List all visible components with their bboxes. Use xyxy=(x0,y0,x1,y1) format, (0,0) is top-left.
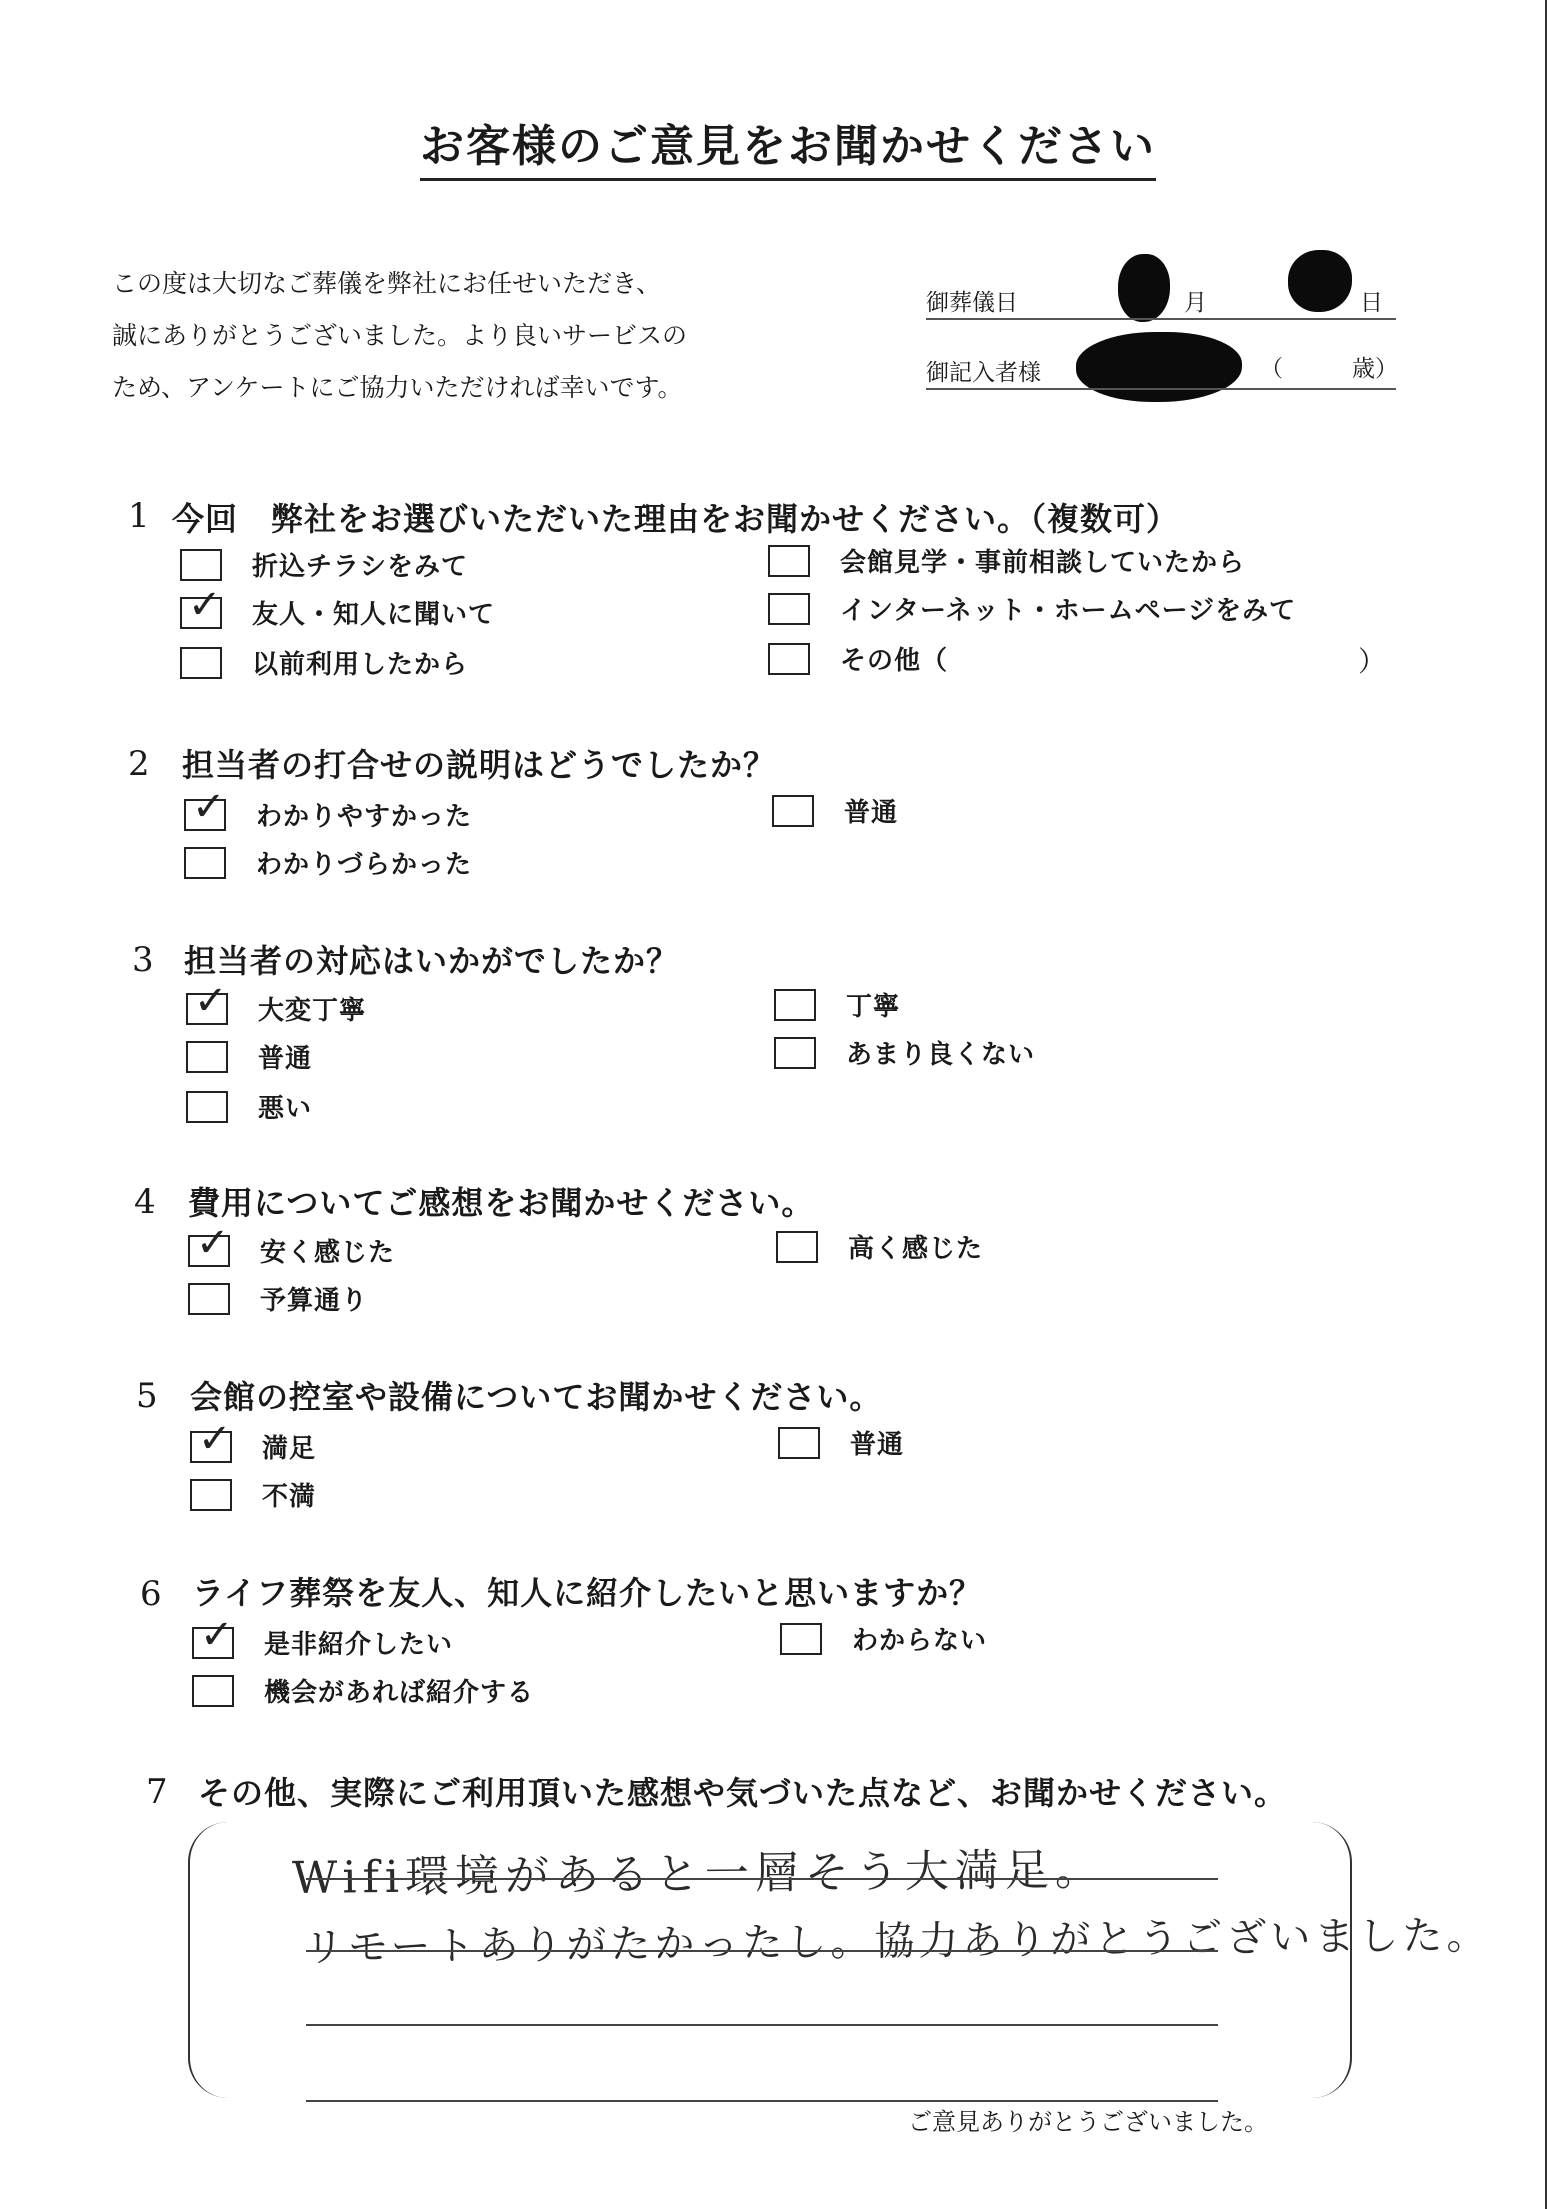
option[interactable] xyxy=(780,1620,987,1657)
option-label: 是非紹介したい xyxy=(264,1630,454,1660)
checkbox[interactable] xyxy=(186,1091,228,1123)
question-number: 2 xyxy=(128,744,150,784)
intro-line: 誠にありがとうございました。より良いサービスの xyxy=(112,321,688,350)
option-label: 以前利用したから xyxy=(252,650,469,680)
check-mark-icon: ✓ xyxy=(192,783,226,830)
checkbox[interactable] xyxy=(192,1675,234,1707)
redacted-writer-name xyxy=(1076,332,1242,402)
handwritten-comment: リモートありがたかったし。協力ありがとうございました。 xyxy=(303,1912,1491,1971)
option[interactable] xyxy=(190,1476,316,1513)
option[interactable] xyxy=(186,1088,312,1125)
question-text: 費用についてご感想をお聞かせください。 xyxy=(188,1184,815,1222)
option[interactable] xyxy=(768,590,1296,627)
option-label: 丁寧 xyxy=(846,992,901,1022)
closing-thanks: ご意見ありがとうございました。 xyxy=(908,2108,1268,2136)
checkbox[interactable] xyxy=(184,783,226,831)
age-label: 歳） xyxy=(1352,356,1398,382)
writer-label: 御記入者様 xyxy=(926,360,1041,386)
day-label: 日 xyxy=(1360,290,1383,316)
option[interactable] xyxy=(774,986,900,1023)
age-open-paren: （ xyxy=(1260,356,1283,382)
option-label: わからない xyxy=(852,1626,988,1656)
option[interactable] xyxy=(184,844,472,881)
checkbox[interactable] xyxy=(188,1283,230,1315)
option-label: わかりやすかった xyxy=(256,802,473,832)
option-label: 不満 xyxy=(262,1482,317,1512)
question-number: 7 xyxy=(146,1772,168,1812)
checkbox[interactable] xyxy=(768,643,810,675)
option-label: わかりづらかった xyxy=(256,850,473,880)
option[interactable] xyxy=(768,542,1245,579)
option-label: 機会があれば紹介する xyxy=(264,1678,535,1708)
option[interactable] xyxy=(186,977,367,1027)
check-mark-icon: ✓ xyxy=(194,977,228,1024)
writer-line xyxy=(926,388,1396,390)
page-edge xyxy=(1545,0,1547,2209)
checkbox[interactable] xyxy=(768,545,810,577)
option[interactable] xyxy=(184,783,473,833)
intro-text xyxy=(112,258,687,414)
checkbox[interactable] xyxy=(186,977,228,1025)
option[interactable] xyxy=(772,792,898,829)
comment-rule xyxy=(306,1950,1218,1952)
question-text: 今回 弊社をお選びいただいた理由をお聞かせください。（複数可） xyxy=(172,500,1180,538)
option-label: あまり良くない xyxy=(846,1040,1036,1070)
question-number: 4 xyxy=(134,1182,156,1222)
option-label: 満足 xyxy=(262,1434,317,1464)
option-label: 大変丁寧 xyxy=(258,996,367,1026)
month-label: 月 xyxy=(1184,290,1207,316)
question-number: 1 xyxy=(128,496,150,536)
intro-line: ため、アンケートにご協力いただければ幸いです。 xyxy=(112,373,683,402)
option-label: 折込チラシをみて xyxy=(252,552,469,582)
question-number: 6 xyxy=(140,1574,162,1614)
option[interactable] xyxy=(774,1034,1035,1071)
checkbox[interactable] xyxy=(184,847,226,879)
question-number: 5 xyxy=(136,1376,158,1416)
redacted-day xyxy=(1288,250,1352,312)
comment-rule xyxy=(306,2024,1218,2026)
option[interactable] xyxy=(180,546,468,583)
question-text: 担当者の対応はいかがでしたか？ xyxy=(184,942,680,980)
checkbox[interactable] xyxy=(180,647,222,679)
question-number: 3 xyxy=(132,940,154,980)
checkbox[interactable] xyxy=(190,1479,232,1511)
option[interactable] xyxy=(180,644,468,681)
page-title: お客様のご意見をお聞かせください xyxy=(420,110,1156,181)
option[interactable] xyxy=(180,581,496,631)
check-mark-icon: ✓ xyxy=(196,1219,230,1266)
option[interactable] xyxy=(188,1219,396,1269)
option[interactable] xyxy=(192,1611,454,1661)
option-label: 友人・知人に聞いて xyxy=(252,600,496,630)
option[interactable] xyxy=(192,1672,534,1709)
checkbox[interactable] xyxy=(772,795,814,827)
option[interactable] xyxy=(190,1415,317,1465)
redacted-month xyxy=(1118,254,1170,322)
check-mark-icon: ✓ xyxy=(188,581,222,628)
checkbox[interactable] xyxy=(776,1231,818,1263)
option[interactable] xyxy=(778,1424,904,1461)
question-text: 会館の控室や設備についてお聞かせください。 xyxy=(190,1378,883,1416)
option-label: その他（ xyxy=(840,646,949,676)
checkbox[interactable] xyxy=(192,1611,234,1659)
option[interactable] xyxy=(188,1280,368,1317)
checkbox[interactable] xyxy=(190,1415,232,1463)
checkbox[interactable] xyxy=(768,593,810,625)
option-label: 普通 xyxy=(844,798,899,828)
check-mark-icon: ✓ xyxy=(200,1611,234,1658)
option-label: 安く感じた xyxy=(260,1238,396,1268)
checkbox[interactable] xyxy=(778,1427,820,1459)
check-mark-icon: ✓ xyxy=(198,1415,232,1462)
option-label: 会館見学・事前相談していたから xyxy=(840,548,1246,578)
checkbox[interactable] xyxy=(188,1219,230,1267)
funeral-date-line xyxy=(926,318,1396,320)
checkbox[interactable] xyxy=(180,549,222,581)
comment-rule xyxy=(306,1878,1218,1880)
intro-line: この度は大切なご葬儀を弊社にお任せいただき、 xyxy=(112,269,662,298)
option-label: 高く感じた xyxy=(848,1234,984,1264)
option[interactable] xyxy=(186,1038,312,1075)
checkbox[interactable] xyxy=(774,989,816,1021)
other-close-paren: ） xyxy=(1358,645,1387,678)
option-label: 悪い xyxy=(258,1094,313,1124)
option-label: 普通 xyxy=(258,1044,313,1074)
funeral-date-label: 御葬儀日 xyxy=(926,290,1018,316)
option-label: インターネット・ホームページをみて xyxy=(840,596,1297,626)
question-text: 担当者の打合せの説明はどうでしたか？ xyxy=(182,746,777,784)
option-label: 普通 xyxy=(850,1430,905,1460)
checkbox[interactable] xyxy=(186,1041,228,1073)
handwritten-comment: Wifi環境があると一層そう大満足。 xyxy=(291,1844,1106,1904)
option-label: 予算通り xyxy=(260,1286,369,1316)
checkbox[interactable] xyxy=(180,581,222,629)
option[interactable] xyxy=(776,1228,983,1265)
checkbox[interactable] xyxy=(780,1623,822,1655)
question-text: ライフ葬祭を友人、知人に紹介したいと思いますか？ xyxy=(192,1574,983,1612)
checkbox[interactable] xyxy=(774,1037,816,1069)
option[interactable] xyxy=(768,640,948,677)
question-text: その他、実際にご利用頂いた感想や気づいた点など、お聞かせください。 xyxy=(198,1774,1288,1812)
